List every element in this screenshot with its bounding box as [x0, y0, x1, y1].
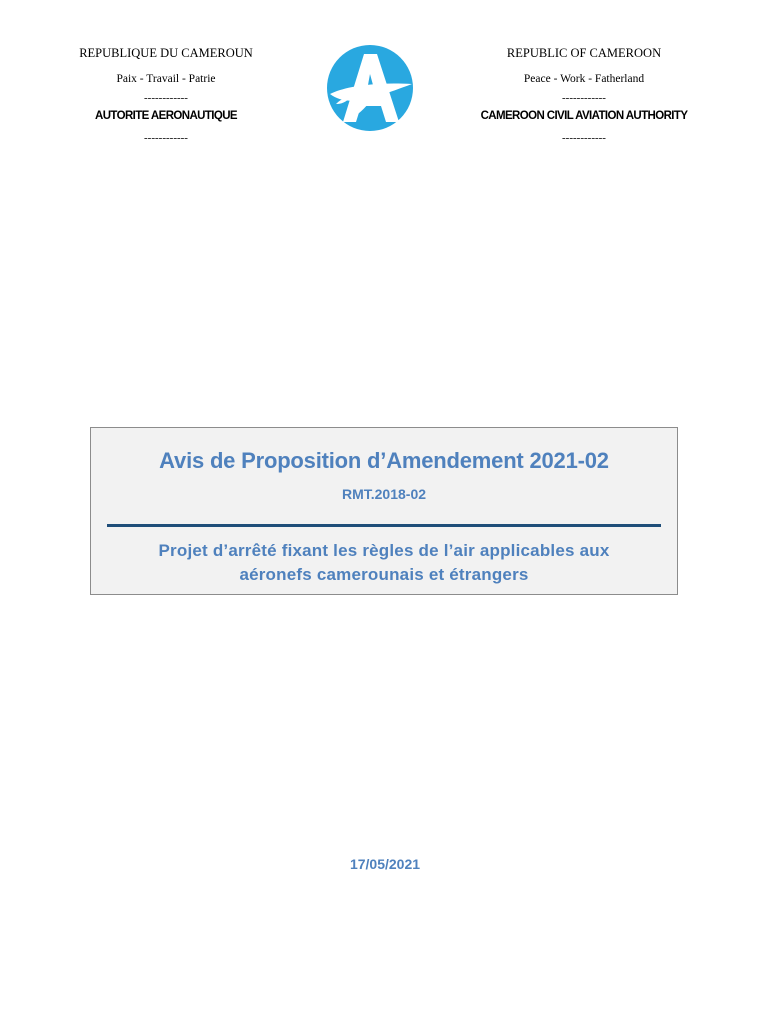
authority-name-en: CAMEROON CIVIL AVIATION AUTHORITY — [480, 110, 688, 122]
notice-box — [90, 427, 678, 595]
notice-subject — [91, 539, 677, 587]
separator: ------------ — [562, 132, 606, 144]
notice-subject-line2: aéronefs camerounais et étrangers — [239, 565, 529, 584]
separator: ------------ — [562, 92, 606, 104]
motto-fr: Paix - Travail - Patrie — [116, 73, 216, 85]
country-name-en: REPUBLIC OF CAMEROON — [506, 46, 662, 60]
ccaa-logo-icon — [326, 44, 414, 132]
country-name-fr: REPUBLIQUE DU CAMEROUN — [79, 46, 253, 60]
header-left — [46, 44, 286, 146]
authority-name-fr: AUTORITE AERONAUTIQUE — [94, 110, 238, 122]
document-date: 17/05/2021 — [349, 856, 421, 872]
motto-en: Peace - Work - Fatherland — [523, 73, 645, 85]
notice-subject-line1: Projet d’arrêté fixant les règles de l’air applicables aux — [158, 541, 610, 560]
separator: ------------ — [144, 132, 188, 144]
notice-reference: RMT.2018-02 — [341, 486, 427, 502]
notice-title: Avis de Proposition d’Amendement 2021-02 — [159, 448, 609, 473]
header-right — [464, 44, 704, 146]
divider-rule — [107, 524, 661, 527]
separator: ------------ — [144, 92, 188, 104]
